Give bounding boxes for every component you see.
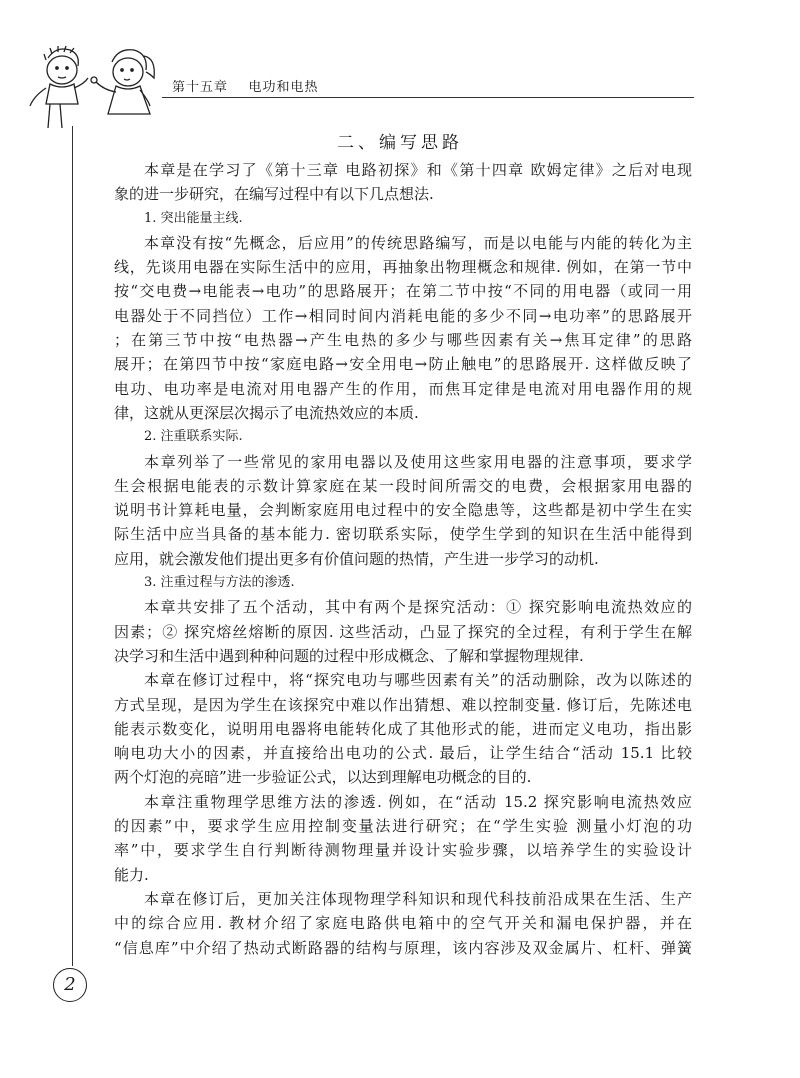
text-line: 率”中，要求学生自行判断待测物理量并设计实验步骤，以培养学生的实验设计	[114, 841, 692, 860]
text-line: 生会根据电能表的示数计算家庭在某一段时间所需交的电费，会根据家用电器的	[114, 476, 692, 495]
text-line: 应用，就会激发他们提出更多有价值问题的热情，产生进一步学习的动机.	[114, 549, 599, 568]
boy-figure-icon	[30, 46, 88, 128]
subheading: 2. 注重联系实际.	[144, 429, 243, 445]
text-line: 能力.	[114, 865, 149, 884]
text-line: 象的进一步研究，在编写过程中有以下几点想法.	[114, 185, 434, 204]
text-line: 本章在修订过程中，将“探究电功与哪些因素有关”的活动删除，改为以陈述的	[144, 671, 692, 690]
text-line: 律，这就从更深层次揭示了电流热效应的本质.	[114, 403, 419, 422]
text-line: 际生活中应当具备的基本能力. 密切联系实际，使学生学到的知识在生活中能得到	[114, 525, 692, 544]
girl-figure-icon	[91, 50, 154, 114]
subheading: 1. 突出能量主线.	[144, 210, 243, 226]
text-line: 能表示数变化，说明用电器将电能转化成了其他形式的能，进而定义电功，指出影	[114, 719, 692, 738]
text-line: 电功、电功率是电流对用电器产生的作用，而焦耳定律是电流对用电器作用的规	[114, 379, 692, 398]
text-line: 方式呈现，是因为学生在该探究中难以作出猜想、难以控制变量. 修订后，先陈述电	[114, 695, 692, 714]
text-line: 说明书计算耗电量，会判断家庭用电过程中的安全隐患等，这些都是初中学生在实	[114, 501, 692, 520]
page-number: 2	[53, 968, 87, 1002]
text-line: 按“交电费→电能表→电功”的思路展开；在第二节中按“不同的用电器（或同一用	[114, 282, 692, 301]
text-line: 本章没有按“先概念，后应用”的传统思路编写，而是以电能与内能的转化为主	[144, 233, 692, 252]
text-line: 本章在修订后，更加关注体现物理学科知识和现代科技前沿成果在生活、生产	[144, 889, 692, 908]
text-line: 电器处于不同挡位）工作→相同时间内消耗电能的多少不同→电功率”的思路展开	[114, 306, 692, 325]
text-line: “信息库”中介绍了热动式断路器的结构与原理，该内容涉及双金属片、杠杆、弹簧	[114, 938, 692, 957]
text-line: 线，先谈用电器在实际生活中的应用，再抽象出物理概念和规律. 例如，在第一节中	[114, 258, 692, 277]
margin-divider	[72, 126, 73, 966]
text-line: 的因素”中，要求学生应用控制变量法进行研究；在“学生实验 测量小灯泡的功	[114, 817, 692, 836]
text-line: 中的综合应用. 教材介绍了家庭电路供电箱中的空气开关和漏电保护器，并在	[114, 914, 692, 933]
text-line: 两个灯泡的亮暗”进一步验证公式，以达到理解电功概念的目的.	[114, 768, 532, 787]
body-text	[114, 158, 692, 960]
chapter-header: 第十五章 电功和电热	[172, 80, 319, 95]
text-line: 本章是在学习了《第十三章 电路初探》和《第十四章 欧姆定律》之后对电现	[144, 161, 692, 179]
text-line: 本章注重物理学思维方法的渗透. 例如，在“活动 15.2 探究影响电流热效应	[144, 792, 692, 811]
text-line: 本章列举了一些常见的家用电器以及使用这些家用电器的注意事项，要求学	[144, 452, 692, 471]
section-title: 二、编写思路	[337, 133, 463, 153]
subheading: 3. 注重过程与方法的渗透.	[144, 575, 295, 591]
two-children-illustration	[26, 44, 160, 132]
text-line: 本章共安排了五个活动，其中有两个是探究活动：① 探究影响电流热效应的	[144, 598, 692, 617]
text-line: 展开；在第四节中按“家庭电路→安全用电→防止触电”的思路展开. 这样做反映了	[114, 355, 692, 374]
text-line: 响电功大小的因素，并直接给出电功的公式. 最后，让学生结合“活动 15.1 比较	[114, 744, 692, 763]
text-line: ；在第三节中按“电热器→产生电热的多少与哪些因素有关→焦耳定律”的思路	[114, 331, 692, 350]
header-divider	[162, 97, 694, 98]
text-line: 决学习和生活中遇到种种问题的过程中形成概念、了解和掌握物理规律.	[114, 646, 584, 665]
text-line: 因素；② 探究熔丝熔断的原因. 这些活动，凸显了探究的全过程，有利于学生在解	[114, 622, 692, 641]
